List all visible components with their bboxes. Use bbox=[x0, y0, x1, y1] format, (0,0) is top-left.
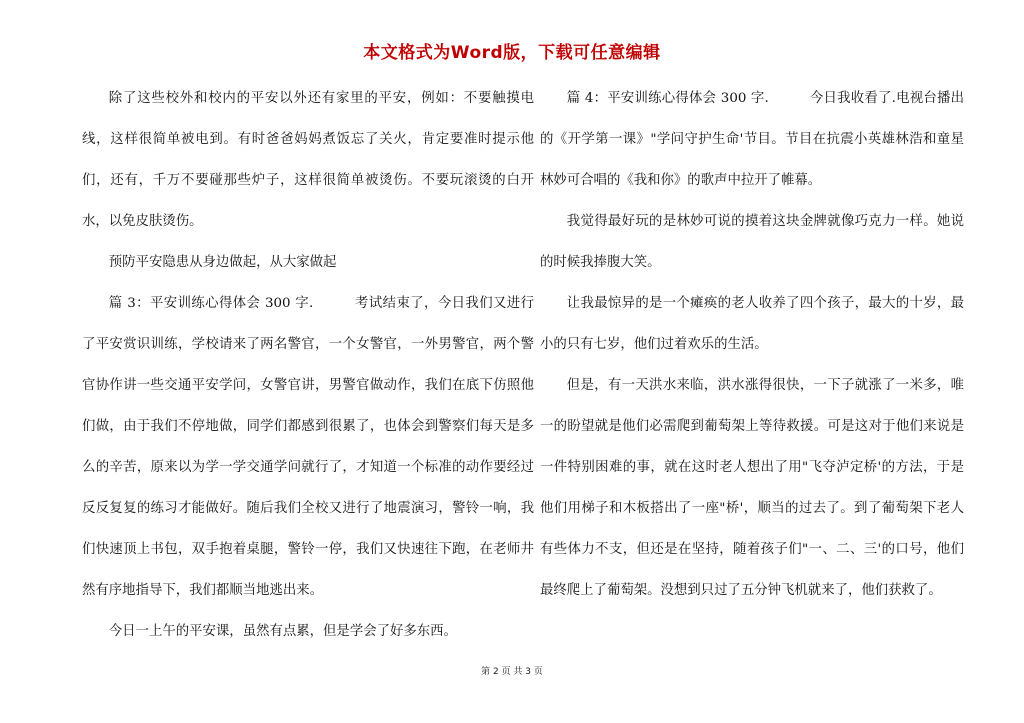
paragraph-gold-medal: 我觉得最好玩的是林妙可说的摸着这块金牌就像巧克力一样。她说的时候我捧腹大笑。 bbox=[540, 214, 964, 270]
paragraph-home-safety: 除了这些校外和校内的平安以外还有家里的平安，例如：不要触摸电线，这样很简单被电到。有时爸爸妈妈煮饭忘了关火，肯定要准时提示他们，还有，千万不要碰那些炉子，这样很简单被烫伤。不要玩滚烫的白开水，以免皮肤烫伤。 bbox=[82, 91, 534, 229]
right-text-column bbox=[540, 78, 964, 611]
paragraph-essay-4: 篇 4：平安训练心得体会 300 字. 今日我收看了.电视台播出的《开学第一课》"学问守护生命'节目。节目在抗震小英雄林浩和童星林妙可合唱的《我和你》的歌声中拉开了帷幕。 bbox=[540, 91, 964, 188]
paragraph-essay-3: 篇 3：平安训练心得体会 300 字. 考试结束了，今日我们又进行了平安赏识训练，学校请来了两名警官，一个女警官，一外男警官，两个警官协作讲一些交通平安学问，女警官讲，男警官做动作，我们在底下仿照他们做，由于我们不停地做，同学们都感到很累了，也体会到警察们每天是多么的辛苦，原来以为学一学交通学问就行了，才知道一个标准的动作要经过反反复复的练习才能做好。随后我们全校又进行了地震演习，警铃一响，我们快速顶上书包，双手抱着桌腿，警铃一停，我们又快速往下跑，在老师井然有序地指导下，我们都顺当地逃出来。 bbox=[82, 296, 534, 598]
paragraph-old-man: 让我最惊异的是一个瘫痪的老人收养了四个孩子，最大的十岁，最小的只有七岁，他们过着欢乐的生活。 bbox=[540, 296, 964, 352]
paragraph-flood-rescue: 但是，有一天洪水来临，洪水涨得很快，一下子就涨了一米多，唯一的盼望就是他们必需爬到葡萄架上等待救援。可是这对于他们来说是一件特别困难的事，就在这时老人想出了用"飞夺泸定桥'的方法，于是他们用梯子和木板搭出了一座"桥'，顺当的过去了。到了葡萄架下老人有些体力不支，但还是在坚持，随着孩子们"一、二、三'的口号，他们最终爬上了葡萄架。没想到只过了五分钟飞机就来了，他们获救了。 bbox=[540, 378, 964, 598]
page-number-footer: 第 2 页 共 3 页 bbox=[481, 667, 543, 677]
paragraph-morning-class: 今日一上午的平安课，虽然有点累，但是学会了好多东西。 bbox=[108, 624, 457, 639]
paragraph-prevention-slogan: 预防平安隐患从身边做起，从大家做起 bbox=[108, 255, 337, 270]
left-text-column bbox=[82, 78, 534, 652]
document-header-title: 本文格式为Word版，下载可任意编辑 bbox=[363, 43, 661, 63]
